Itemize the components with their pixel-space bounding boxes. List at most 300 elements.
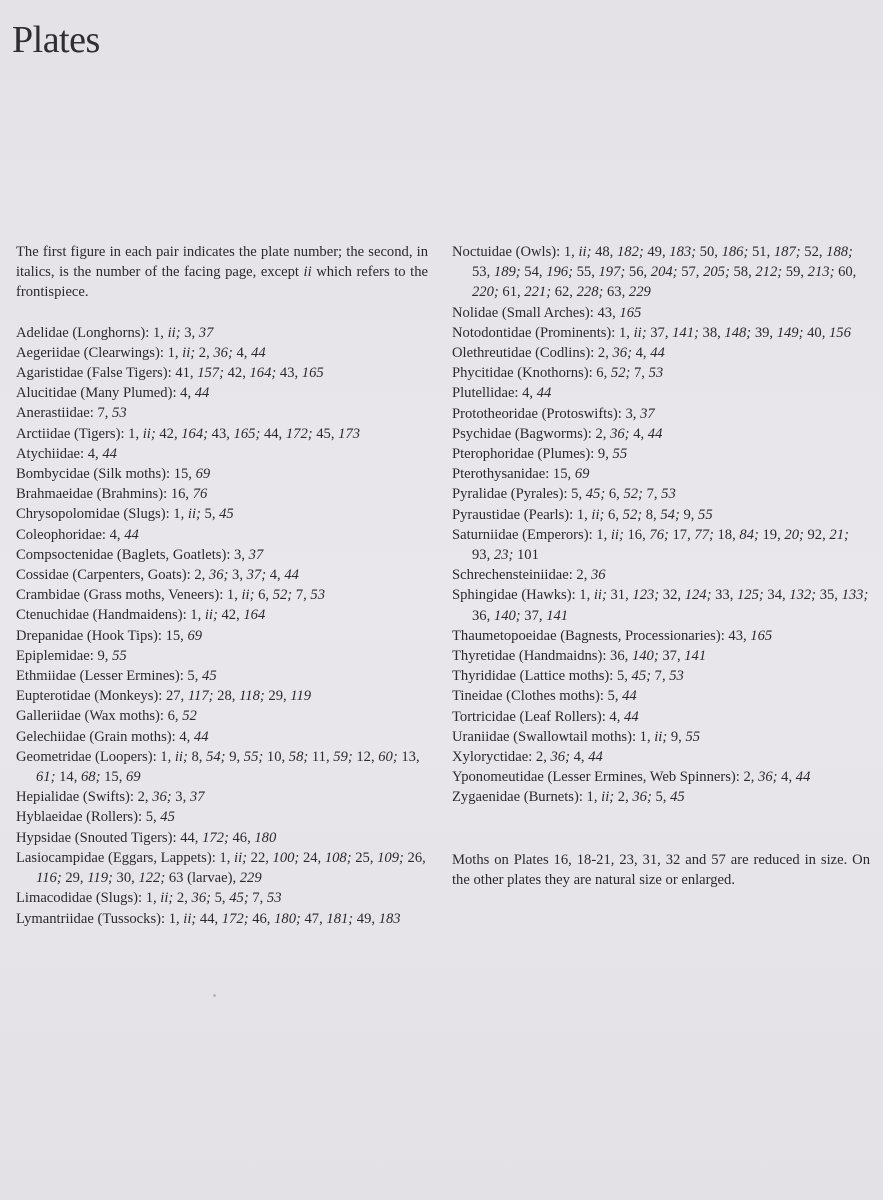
plate-number: 5: [145, 809, 153, 826]
entry-name: Brahmaeidae (Brahmins): [16, 486, 164, 503]
plate-number: 7: [252, 890, 260, 907]
plate-number: 5: [655, 789, 663, 806]
facing-page: 140: [631, 648, 654, 665]
facing-page: 52: [622, 506, 638, 523]
facing-page: 182: [616, 244, 639, 260]
intro-text-after: which refers to the frontispiece.: [16, 264, 428, 301]
facing-page: 36: [758, 769, 773, 786]
facing-page: 77: [694, 526, 709, 543]
facing-page: 116: [36, 870, 57, 887]
facing-page: 36: [591, 567, 606, 584]
plate-number: 1: [579, 587, 587, 604]
facing-page: 148: [724, 324, 747, 341]
plate-number: 6: [258, 587, 266, 604]
index-entry: Epiplemidae: 9, 55: [16, 647, 127, 664]
facing-page: 165: [233, 425, 256, 442]
plate-number: 36: [610, 648, 625, 665]
index-entry: Olethreutidae (Codlins): 2, 36; 4, 44: [452, 345, 665, 362]
facing-page: 36: [191, 890, 207, 907]
facing-page: 54: [206, 748, 221, 765]
plate-number: 15: [552, 466, 568, 483]
facing-page: 44: [193, 728, 209, 745]
entry-name: Eupterotidae (Monkeys): [16, 688, 159, 705]
facing-page: 221: [524, 284, 547, 301]
entry-name: Nolidae (Small Arches): [452, 304, 590, 321]
plate-number: 1: [173, 506, 181, 523]
facing-page: 36: [632, 789, 647, 806]
plate-number: 1: [145, 890, 153, 907]
facing-page: ii: [591, 506, 600, 523]
plate-number: 5: [616, 668, 625, 685]
facing-page: 45: [160, 809, 175, 826]
facing-page: 165: [301, 365, 324, 382]
entry-name: Zygaenidae (Burnets): [452, 789, 579, 806]
plate-number: 40: [807, 324, 822, 341]
facing-page: 36: [208, 567, 224, 584]
facing-page: 173: [338, 425, 361, 442]
facing-page: 123: [632, 587, 655, 604]
plate-number: 1: [226, 587, 235, 604]
facing-page: 44: [194, 385, 210, 402]
entry-name: Crambidae (Grass moths, Veneers): [16, 587, 220, 604]
facing-page: 45: [670, 789, 685, 806]
plate-number: 101: [517, 547, 539, 564]
plate-number: 4: [609, 708, 617, 725]
plate-number: 4: [236, 344, 244, 361]
facing-page: 44: [124, 526, 139, 543]
plate-number: 46: [232, 829, 248, 846]
index-entry: Coleophoridae: 4, 44: [16, 526, 139, 543]
entry-name: Hyblaeidae (Rollers): [16, 809, 138, 826]
facing-page: 196: [546, 264, 569, 281]
facing-page: 119: [290, 688, 312, 705]
entry-name: Limacodidae (Slugs): [16, 890, 138, 907]
plate-number: 2: [617, 789, 626, 806]
entry-name: Prototheoridae (Protoswifts): [452, 405, 618, 422]
plate-number: 43: [597, 304, 613, 321]
facing-page: 61: [36, 769, 51, 786]
plate-number: 15: [165, 627, 181, 644]
entry-name: Pyraustidae (Pearls): [452, 506, 570, 523]
index-entry: Crambidae (Grass moths, Veneers): 1, ii; 6, 52; 7, 53: [16, 587, 325, 604]
plate-number: 1: [639, 728, 647, 745]
facing-page: ii: [601, 789, 610, 806]
entry-name: Schrechensteiniidae: [452, 567, 569, 584]
plate-number: 61: [502, 284, 517, 301]
facing-page: ii: [578, 244, 587, 260]
facing-page: 181: [326, 910, 349, 927]
facing-page: 100: [272, 849, 295, 866]
index-entry: Prototheoridae (Protoswifts): 3, 37: [452, 405, 655, 422]
plate-number: 1: [152, 324, 161, 341]
facing-page: 228: [576, 284, 599, 301]
plate-number: 5: [204, 506, 212, 523]
plate-number: 36: [472, 607, 487, 624]
plate-number: 32: [662, 587, 678, 604]
entry-name: Cossidae (Carpenters, Goats): [16, 567, 187, 584]
plate-number: 6: [596, 365, 604, 382]
paper-speck: [213, 994, 216, 997]
facing-page: 69: [574, 466, 590, 483]
facing-page: 205: [703, 264, 725, 281]
facing-page: 55: [243, 748, 259, 765]
plate-number: 1: [563, 244, 572, 260]
plate-number: 25: [355, 849, 370, 866]
entry-name: Yponomeutidae (Lesser Ermines, Web Spinners): [452, 769, 736, 786]
plate-number: 7: [295, 587, 304, 604]
index-entry: Gelechiidae (Grain moths): 4, 44: [16, 728, 209, 745]
plate-number: 3: [184, 324, 192, 341]
facing-page: 52: [272, 587, 288, 604]
facing-page: 132: [789, 587, 812, 604]
facing-page: 117: [187, 688, 209, 705]
entry-name: Tineidae (Clothes moths): [452, 688, 600, 705]
plate-number: 1: [619, 324, 627, 341]
plate-number: 26: [407, 849, 423, 866]
facing-page: 44: [284, 567, 299, 584]
plate-number: 28: [217, 688, 232, 705]
index-entry: Thaumetopoeidae (Bagnests, Processionaries): 43, 165: [452, 627, 773, 644]
plate-number: 49: [356, 910, 372, 927]
facing-page: 172: [202, 829, 224, 846]
facing-page: 109: [377, 849, 400, 866]
plate-number: 1: [167, 344, 175, 361]
index-entry: Atychiidae: 4, 44: [16, 445, 117, 462]
entry-name: Gelechiidae (Grain moths): [16, 728, 172, 745]
plate-number: 59: [785, 264, 801, 281]
entry-name: Pterophoridae (Plumes): [452, 446, 591, 463]
entry-name: Pterothysanidae: [452, 466, 546, 483]
index-entry: Anerastiidae: 7, 53: [16, 405, 127, 422]
plate-number: 9: [597, 446, 606, 463]
plate-number: 45: [316, 425, 331, 442]
facing-page: 36: [213, 344, 228, 361]
facing-page: 52: [610, 365, 626, 382]
index-entry: Ctenuchidae (Handmaidens): 1, ii; 42, 164: [16, 607, 266, 624]
entry-name: Coleophoridae: [16, 526, 102, 543]
facing-page: 187: [773, 244, 796, 260]
plate-number: 4: [180, 385, 188, 402]
facing-page: 172: [285, 425, 308, 442]
index-entry: Uraniidae (Swallowtail moths): 1, ii; 9, 55: [452, 728, 701, 745]
plate-number: 7: [646, 486, 654, 503]
plate-number: 63 (larvae): [168, 870, 233, 887]
index-entry: Sphingidae (Hawks): 1, ii; 31, 123; 32, 124; 33, 125; 34, 132; 35, 133; 36, 140; 37, 141: [452, 587, 869, 624]
facing-page: 220: [472, 284, 494, 301]
left-column: [16, 242, 428, 929]
plate-number: 2: [535, 749, 544, 766]
plate-number: 27: [165, 688, 181, 705]
facing-page: 124: [684, 587, 707, 604]
right-index-list: [452, 242, 870, 808]
entry-name: Anerastiidae: [16, 405, 90, 422]
plate-number: 6: [608, 506, 616, 523]
plate-number: 47: [304, 910, 320, 927]
facing-page: 76: [649, 526, 664, 543]
facing-page: 213: [807, 264, 830, 281]
facing-page: 44: [647, 425, 663, 442]
facing-page: 55: [685, 728, 701, 745]
plate-number: 6: [608, 486, 617, 503]
facing-page: 53: [648, 365, 664, 382]
index-entry: Pyralidae (Pyrales): 5, 45; 6, 52; 7, 53: [452, 486, 676, 503]
facing-page: 53: [112, 405, 127, 422]
plate-number: 14: [59, 769, 74, 786]
entry-name: Plutellidae: [452, 385, 515, 402]
plate-number: 38: [702, 324, 718, 341]
facing-page: ii: [633, 324, 642, 341]
facing-page: 69: [187, 627, 203, 644]
entry-name: Psychidae (Bagworms): [452, 425, 588, 442]
entry-name: Galleriidae (Wax moths): [16, 708, 160, 725]
index-entry: Saturniidae (Emperors): 1, ii; 16, 76; 17, 77; 18, 84; 19, 20; 92, 21; 93, 23; 101: [452, 526, 849, 564]
plate-number: 4: [573, 749, 581, 766]
entry-name: Atychiidae: [16, 445, 81, 462]
plate-number: 4: [269, 567, 278, 584]
index-entry: Thyrididae (Lattice moths): 5, 45; 7, 53: [452, 668, 684, 685]
left-index-list: [16, 323, 428, 929]
entry-name: Phycitidae (Knothorns): [452, 365, 589, 382]
plate-number: 3: [625, 405, 633, 422]
plate-number: 11: [311, 748, 326, 765]
facing-page: 37: [189, 789, 205, 806]
facing-page: 172: [221, 910, 244, 927]
facing-page: ii: [234, 849, 243, 866]
index-entry: Noctuidae (Owls): 1, ii; 48, 182; 49, 183; 50, 186; 51, 187; 52, 188; 53, 189; 54, 196; 55, 197; 56, 204; 57, 205; 58, 212; 59, 213; 60, 220; 61, 221; 62, 228; 63, 229: [452, 244, 857, 301]
facing-page: 44: [102, 445, 117, 462]
plate-number: 19: [762, 526, 778, 543]
plate-number: 93: [472, 547, 487, 564]
plate-number: 2: [595, 425, 603, 442]
index-entry: Nolidae (Small Arches): 43, 165: [452, 304, 642, 321]
facing-page: 165: [619, 304, 642, 321]
plate-number: 2: [198, 344, 207, 361]
page-title: Plates: [12, 19, 100, 61]
index-entry: Yponomeutidae (Lesser Ermines, Web Spinners): 2, 36; 4, 44: [452, 769, 811, 786]
facing-page: ii: [610, 526, 619, 543]
plate-number: 1: [128, 425, 136, 442]
plate-number: 3: [175, 789, 183, 806]
plate-number: 7: [634, 365, 642, 382]
entry-name: Lymantriidae (Tussocks): [16, 910, 161, 927]
index-entry: Ethmiidae (Lesser Ermines): 5, 45: [16, 668, 217, 685]
plate-number: 29: [65, 870, 80, 887]
entry-name: Tortricidae (Leaf Rollers): [452, 708, 602, 725]
plate-number: 48: [595, 244, 610, 260]
plate-number: 24: [302, 849, 318, 866]
entry-name: Compsoctenidae (Baglets, Goatlets): [16, 546, 227, 563]
plate-number: 7: [654, 668, 662, 685]
index-entry: Adelidae (Longhorns): 1, ii; 3, 37: [16, 324, 214, 341]
facing-page: ii: [241, 587, 250, 604]
index-entry: Aegeriidae (Clearwings): 1, ii; 2, 36; 4, 44: [16, 344, 266, 361]
plate-number: 57: [681, 264, 696, 281]
plate-number: 2: [194, 567, 202, 584]
index-entry: Phycitidae (Knothorns): 6, 52; 7, 53: [452, 365, 664, 382]
index-entry: Chrysopolomidae (Slugs): 1, ii; 5, 45: [16, 506, 234, 523]
plate-number: 92: [807, 526, 823, 543]
facing-page: 108: [324, 849, 347, 866]
plate-number: 4: [635, 345, 643, 362]
plate-number: 4: [781, 769, 789, 786]
plate-number: 9: [97, 647, 105, 664]
index-entry: Plutellidae: 4, 44: [452, 385, 552, 402]
plate-number: 42: [227, 365, 243, 382]
facing-page: ii: [204, 607, 213, 624]
facing-page: 44: [650, 345, 665, 362]
facing-page: 44: [588, 749, 603, 766]
plate-number: 16: [170, 486, 186, 503]
plate-number: 2: [137, 789, 145, 806]
facing-page: 76: [192, 486, 208, 503]
plate-number: 51: [751, 244, 767, 260]
facing-page: 141: [684, 648, 707, 665]
plate-number: 1: [596, 526, 604, 543]
plate-number: 63: [607, 284, 622, 301]
plate-number: 10: [266, 748, 282, 765]
entry-name: Xyloryctidae: [452, 749, 529, 766]
entry-name: Drepanidae (Hook Tips): [16, 627, 158, 644]
facing-page: 133: [841, 587, 864, 604]
facing-page: ii: [174, 748, 183, 765]
plate-number: 37: [662, 648, 677, 665]
right-column: [452, 242, 870, 905]
facing-page: 53: [310, 587, 325, 604]
plate-number: 43: [728, 627, 743, 644]
index-entry: Zygaenidae (Burnets): 1, ii; 2, 36; 5, 45: [452, 789, 685, 806]
plate-number: 4: [87, 445, 96, 462]
index-entry: Galleriidae (Wax moths): 6, 52: [16, 708, 197, 725]
facing-page: ii: [160, 890, 169, 907]
index-entry: Bombycidae (Silk moths): 15, 69: [16, 466, 211, 483]
index-entry: Compsoctenidae (Baglets, Goatlets): 3, 37: [16, 546, 264, 563]
entry-name: Lasiocampidae (Eggars, Lappets): [16, 849, 212, 866]
plate-number: 22: [250, 849, 266, 866]
facing-page: 60: [378, 748, 393, 765]
index-entry: Lymantriidae (Tussocks): 1, ii; 44, 172; 46, 180; 47, 181; 49, 183: [16, 910, 401, 927]
plate-number: 9: [670, 728, 679, 745]
facing-page: 45: [585, 486, 601, 503]
facing-page: 44: [251, 344, 266, 361]
index-entry: Pyraustidae (Pearls): 1, ii; 6, 52; 8, 54; 9, 55: [452, 506, 713, 523]
index-entry: Eupterotidae (Monkeys): 27, 117; 28, 118; 29, 119: [16, 688, 312, 705]
plate-number: 43: [279, 365, 295, 382]
facing-page: 212: [755, 264, 778, 281]
facing-page: 164: [249, 365, 272, 382]
plate-number: 1: [576, 506, 585, 523]
plate-number: 16: [627, 526, 643, 543]
facing-page: 59: [333, 748, 348, 765]
facing-page: 180: [254, 829, 277, 846]
plate-number: 2: [597, 345, 606, 362]
facing-page: 37: [640, 405, 655, 422]
facing-page: ii: [182, 344, 191, 361]
entry-name: Noctuidae (Owls): [452, 244, 557, 260]
facing-page: 55: [612, 446, 628, 463]
index-entry: Brahmaeidae (Brahmins): 16, 76: [16, 486, 208, 503]
facing-page: 229: [628, 284, 651, 301]
plate-number: 12: [356, 748, 371, 765]
facing-page: 119: [87, 870, 109, 887]
facing-page: 36: [610, 425, 625, 442]
facing-page: 44: [795, 769, 811, 786]
facing-page: 183: [378, 910, 401, 927]
plate-number: 37: [650, 324, 665, 341]
index-entry: Schrechensteiniidae: 2, 36: [452, 567, 606, 584]
plate-number: 1: [160, 748, 168, 765]
intro-paragraph: [16, 242, 428, 303]
facing-page: 36: [612, 345, 628, 362]
plate-number: 15: [104, 769, 119, 786]
facing-page: ii: [593, 587, 602, 604]
intro-text-before: The first figure in each pair indicates the plate number; the second, in italics, is the number of the facing page, except: [16, 244, 428, 281]
facing-page: ii: [167, 324, 176, 341]
facing-page: 165: [750, 627, 773, 644]
index-entry: Thyretidae (Handmaidns): 36, 140; 37, 141: [452, 648, 707, 665]
plate-number: 5: [607, 688, 615, 705]
facing-page: 68: [81, 769, 96, 786]
plate-number: 30: [116, 870, 132, 887]
entry-name: Thyretidae (Handmaidns): [452, 648, 603, 665]
index-entry: Psychidae (Bagworms): 2, 36; 4, 44: [452, 425, 663, 442]
index-entry: Alucitidae (Many Plumed): 4, 44: [16, 385, 210, 402]
entry-name: Hepialidae (Swifts): [16, 789, 130, 806]
facing-page: 45: [202, 668, 217, 685]
plate-number: 42: [221, 607, 237, 624]
plate-number: 41: [175, 365, 190, 382]
facing-page: 55: [112, 647, 127, 664]
facing-page: 156: [829, 324, 851, 341]
facing-page: 229: [239, 870, 262, 887]
entry-name: Thyrididae (Lattice moths): [452, 668, 610, 685]
facing-page: 188: [826, 244, 849, 260]
plate-number: 1: [586, 789, 594, 806]
plate-number: 62: [554, 284, 570, 301]
entry-name: Thaumetopoeidae (Bagnests, Processionaries): [452, 627, 721, 644]
plate-number: 3: [232, 567, 240, 584]
entry-name: Chrysopolomidae (Slugs): [16, 506, 166, 523]
facing-page: 69: [195, 466, 211, 483]
index-entry: Geometridae (Loopers): 1, ii; 8, 54; 9, 55; 10, 58; 11, 59; 12, 60; 13, 61; 14, 68; 15, 69: [16, 748, 420, 786]
facing-page: 69: [126, 769, 141, 786]
index-entry: Pterophoridae (Plumes): 9, 55: [452, 446, 628, 463]
facing-page: 122: [138, 870, 161, 887]
plate-number: 33: [715, 587, 730, 604]
facing-page: 197: [598, 264, 621, 281]
plate-number: 4: [109, 526, 117, 543]
facing-page: 52: [623, 486, 639, 503]
plate-number: 60: [838, 264, 853, 281]
facing-page: 58: [288, 748, 304, 765]
index-entry: Xyloryctidae: 2, 36; 4, 44: [452, 749, 603, 766]
facing-page: 45: [219, 506, 234, 523]
plate-number: 5: [571, 486, 579, 503]
entry-name: Saturniidae (Emperors): [452, 526, 589, 543]
index-entry: Notodontidae (Prominents): 1, ii; 37, 141; 38, 148; 39, 149; 40, 156: [452, 324, 851, 341]
index-entry: Drepanidae (Hook Tips): 15, 69: [16, 627, 203, 644]
facing-page: 53: [661, 486, 676, 503]
plate-number: 37: [524, 607, 539, 624]
index-entry: Hyblaeidae (Rollers): 5, 45: [16, 809, 175, 826]
entry-name: Uraniidae (Swallowtail moths): [452, 728, 632, 745]
facing-page: 164: [181, 425, 204, 442]
index-entry: Hypsidae (Snouted Tigers): 44, 172; 46, 180: [16, 829, 277, 846]
facing-page: 180: [274, 910, 296, 927]
index-entry: Agaristidae (False Tigers): 41, 157; 42, 164; 43, 165: [16, 365, 324, 382]
facing-page: 183: [669, 244, 692, 260]
plate-number: 15: [173, 466, 189, 483]
facing-page: ii: [142, 425, 151, 442]
